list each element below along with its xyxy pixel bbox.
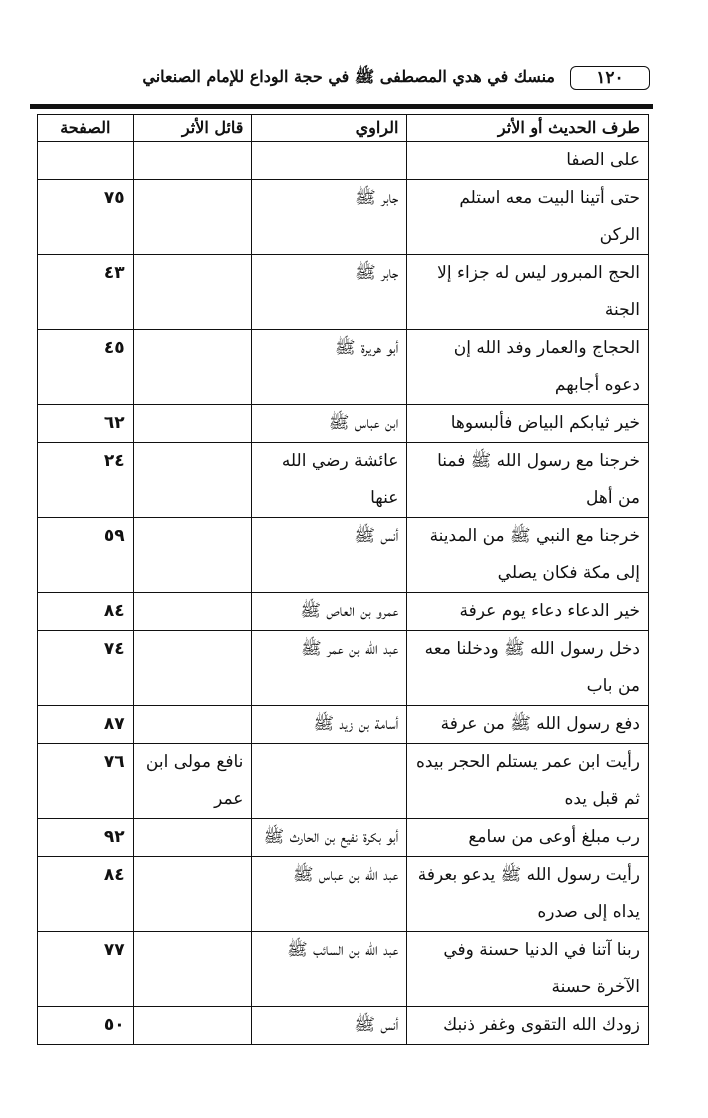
running-title: منسك في هدي المصطفى ﷺ في حجة الوداع للإمام الصنعاني — [142, 67, 555, 86]
cell-narrator: أنس ﷺ — [252, 518, 407, 593]
table-row — [38, 443, 649, 518]
column-header-said-by: قائل الأثر — [133, 115, 252, 142]
cell-page: ٤٣ — [38, 255, 134, 330]
cell-narrator: عبد الله بن عمر ﷺ — [252, 631, 407, 706]
cell-said-by — [133, 1007, 252, 1045]
cell-hadith: على الصفا — [407, 142, 649, 180]
table-row — [38, 330, 649, 405]
table-row — [38, 518, 649, 593]
cell-page: ٤٥ — [38, 330, 134, 405]
cell-page: ٨٤ — [38, 593, 134, 631]
cell-page: ٥٠ — [38, 1007, 134, 1045]
cell-said-by — [133, 593, 252, 631]
table-body — [38, 142, 649, 1045]
table-row — [38, 819, 649, 857]
cell-narrator: عمرو بن العاص ﷺ — [252, 593, 407, 631]
table-row — [38, 180, 649, 255]
cell-said-by — [133, 518, 252, 593]
cell-hadith: رأيت رسول الله ﷺ يدعو بعرفة يداه إلى صدره — [407, 857, 649, 932]
cell-hadith: خير الدعاء دعاء يوم عرفة — [407, 593, 649, 631]
cell-narrator — [252, 744, 407, 819]
cell-narrator: أبو بكرة نفيع بن الحارث ﷺ — [252, 819, 407, 857]
cell-hadith: دفع رسول الله ﷺ من عرفة — [407, 706, 649, 744]
cell-page: ٧٧ — [38, 932, 134, 1007]
table-row — [38, 857, 649, 932]
cell-said-by — [133, 405, 252, 443]
cell-hadith: زودك الله التقوى وغفر ذنبك — [407, 1007, 649, 1045]
cell-narrator: عبد الله بن عباس ﷺ — [252, 857, 407, 932]
table-header-row — [38, 115, 649, 142]
table-row — [38, 255, 649, 330]
cell-said-by — [133, 330, 252, 405]
cell-page: ٢٤ — [38, 443, 134, 518]
cell-page: ٧٥ — [38, 180, 134, 255]
column-header-hadith: طرف الحديث أو الأثر — [407, 115, 649, 142]
cell-said-by — [133, 932, 252, 1007]
cell-narrator: أسامة بن زيد ﷺ — [252, 706, 407, 744]
cell-said-by: نافع مولى ابن عمر — [133, 744, 252, 819]
cell-page: ٨٤ — [38, 857, 134, 932]
cell-page: ٦٢ — [38, 405, 134, 443]
cell-narrator: أبو هريرة ﷺ — [252, 330, 407, 405]
table-row — [38, 142, 649, 180]
column-header-narrator: الراوي — [252, 115, 407, 142]
table-row — [38, 744, 649, 819]
cell-narrator: عبد الله بن السائب ﷺ — [252, 932, 407, 1007]
cell-narrator: ابن عباس ﷺ — [252, 405, 407, 443]
cell-page: ٩٢ — [38, 819, 134, 857]
cell-hadith: الحجاج والعمار وفد الله إن دعوه أجابهم — [407, 330, 649, 405]
cell-said-by — [133, 443, 252, 518]
cell-narrator: عائشة رضي الله عنها — [252, 443, 407, 518]
table-row — [38, 593, 649, 631]
cell-said-by — [133, 255, 252, 330]
cell-page: ٨٧ — [38, 706, 134, 744]
cell-said-by — [133, 706, 252, 744]
table-row — [38, 706, 649, 744]
page-number: ١٢٠ — [570, 66, 650, 90]
cell-hadith: الحج المبرور ليس له جزاء إلا الجنة — [407, 255, 649, 330]
cell-page: ٧٦ — [38, 744, 134, 819]
page-header — [0, 0, 708, 110]
cell-hadith: رأيت ابن عمر يستلم الحجر بيده ثم قبل يده — [407, 744, 649, 819]
cell-narrator: جابر ﷺ — [252, 180, 407, 255]
table-row — [38, 631, 649, 706]
cell-hadith: حتى أتينا البيت معه استلم الركن — [407, 180, 649, 255]
hadith-index-table — [37, 114, 649, 1045]
cell-hadith: دخل رسول الله ﷺ ودخلنا معه من باب — [407, 631, 649, 706]
cell-said-by — [133, 631, 252, 706]
cell-page — [38, 142, 134, 180]
cell-said-by — [133, 142, 252, 180]
cell-said-by — [133, 857, 252, 932]
cell-hadith: ربنا آتنا في الدنيا حسنة وفي الآخرة حسنة — [407, 932, 649, 1007]
table-row — [38, 932, 649, 1007]
cell-page: ٥٩ — [38, 518, 134, 593]
column-header-page: الصفحة — [38, 115, 134, 142]
cell-narrator — [252, 142, 407, 180]
cell-hadith: رب مبلغ أوعى من سامع — [407, 819, 649, 857]
cell-said-by — [133, 819, 252, 857]
cell-hadith: خرجنا مع النبي ﷺ من المدينة إلى مكة فكان يصلي — [407, 518, 649, 593]
cell-page: ٧٤ — [38, 631, 134, 706]
table-row — [38, 1007, 649, 1045]
cell-hadith: خير ثيابكم البياض فألبسوها — [407, 405, 649, 443]
cell-said-by — [133, 180, 252, 255]
cell-narrator: أنس ﷺ — [252, 1007, 407, 1045]
table-row — [38, 405, 649, 443]
cell-hadith: خرجنا مع رسول الله ﷺ فمنا من أهل — [407, 443, 649, 518]
cell-narrator: جابر ﷺ — [252, 255, 407, 330]
header-rule — [30, 104, 653, 109]
